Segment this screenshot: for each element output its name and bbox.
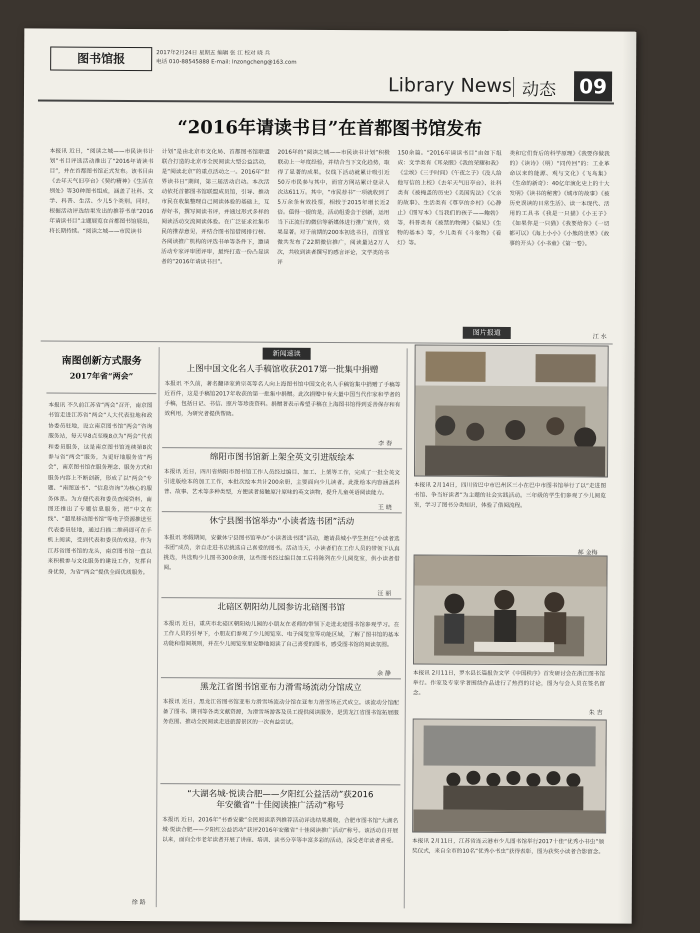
issue-line-2: 电话 010-88545888 E-mail: lnzongcheng@163.com <box>156 59 297 66</box>
story-rule-5 <box>160 783 400 785</box>
lead-story-col-1: 本报讯 近日，“阅读之城——市民读书计划”书目评选活动推出了“2016年请读书目”，并在首都图书馆正式发布。该书目由《去年天气旧亭台》《契约精神》《生活在别处》等30种图书组成，涵盖了社科、文学、科普、生活、少儿5个类别。同时，根据活动评选结果发出的推荐书单“2016年请读书目”主题展览在首都图书馆展出，将长期持续。“阅读之城——市民读书 <box>49 148 154 236</box>
section-rule <box>41 340 613 344</box>
story-4-body: 本报讯 近日，重庆市北碚区朝阳幼儿园的小朋友在老师的带领下走进北碚图书馆参观学习。在工作人员的引导下，小朋友们参观了少儿阅览室、电子阅览室等功能区域，了解了图书馆的基本功能和借阅规则，并在少儿阅览室里安静地阅读了自己喜爱的图书，感受图书馆的阅读氛围。 <box>163 621 400 649</box>
lead-story-col-4: 150余篇。“2016年请读书目”由如下组成：文学类有《耳朵眼》《我的荣耀和我》《尘埃》《三手时间》《午夜之子》《没人给他写信的上校》《去年天气旧亭台》、社科类有《被掩盖的历史》《美国宪法》《父亲的故事》、生活类有《尊享的乡村》《心静止》《图写本》《当我们的孩子——鲍勃》等，科普类有《被禁的物理》《偏见》《生物的基本》等，少儿类有《斗象物》《看灯》等。 <box>397 150 502 247</box>
left-story-title-line-1: 南图创新方式服务 <box>61 355 142 368</box>
story-4-author: 余 静 <box>376 670 391 678</box>
story-2-title: 绵阳市图书馆新上架全英文引进版绘本 <box>209 452 355 464</box>
right-column-rule <box>404 348 408 908</box>
left-title-rule <box>46 393 156 395</box>
news-section-tag: 新闻速读 <box>263 348 311 360</box>
newspaper-logo: 图书馆报 <box>50 47 152 72</box>
left-column-rule <box>156 347 160 907</box>
photo-1-author: 郝 金梅 <box>577 549 598 557</box>
story-3-author: 汪 丽 <box>377 590 392 598</box>
story-5-body: 本报讯 近日，黑龙江省图书馆亚布力滑雪场流动分馆在亚布力滑雪场正式成立。该流动分馆配备了图书、期刊等各类文献资源，为滑雪场游客及员工提供阅读服务，是黑龙江省图书馆拓展服务范围、推动全民阅读走进旅游景区的一次有益尝试。 <box>162 699 399 726</box>
lead-story-col-3: 2016年的“阅读之城——市民读书计划”积极联动上一年度经验，并结合当下文化趋势，取得了显著的成果。仅线下活动就累计吸引近50万市民参与其中，而官方网站累计登录人次达611万。其中，“市民荐书”一项就收到了5万余条有效投票，相较于2015年增长近2倍。值得一提的是，活动组委会于创新，运用当下正流行的微信等新媒体进行推广宣传，效果显著。对于前期的200本初选书目，首图官微共发布了22期微信推广，阅读量达2万人次，共收到读者撰写的感言评论，文学类的书评 <box>277 149 390 266</box>
newspaper-page <box>20 28 637 923</box>
story-2-body: 本报讯 近日，四川省绵阳市图书馆工作人员经过编目、加工、上架等工作，完成了一批全英文引进版绘本的加工工作，本批次绘本共计200余册，主要面向少儿读者。此批绘本内容涵盖科普、故事、艺术等多种类型，方便读者接触原汁原味的英文读物，提升儿童英语阅读能力。 <box>163 469 401 497</box>
photo-2-caption: 本报讯 2月11日，罗水县长篇报告文学《中国秩序》首发研讨会在浙江图书馆举行。作家及专家学者围绕作品进行了热烈的讨论，图为与会人员在签名留念。 <box>412 670 605 697</box>
paper-shadow <box>618 32 637 924</box>
section-divider <box>513 77 514 97</box>
lead-story-col-2: 计划”是由北京市文化局、首都图书馆联盟联合打造的北京市全民阅读大型公益活动，是“阅读北京”的重点活动之一。2016年“世界读书日”期间，第三届活动启动。本次活动依托首都图书馆联盟成员馆，引导、推动市民在收集整理自己阅读体验的基础上，互荐好书，撰写阅读书评，并通过形式多样的阅读活动交流阅读体验。在广泛征求社集市民的推荐意见，并结合图书馆借阅排行榜、各阅读推广机构的评选书单等条件下，邀请活动专家评审团评审，最终打造一份凸显读者的“2016年请读书目”。 <box>161 149 270 266</box>
story-6-body: 本报讯 近日，2016年“书香安徽”全民阅读系列推荐活动评选结果揭晓，合肥市图书馆“大湖名城·悦读合肥——夕阳红公益活动”获评2016年安徽省“十佳阅读推广活动”称号。该活动自开展以来，面向全市老年读者开展了讲座、培训、读书分享等丰富多彩的活动，深受老年读者喜爱。 <box>162 817 399 845</box>
story-3-title: 休宁县图书馆举办“小读者选书团”活动 <box>209 516 355 528</box>
story-rule-2 <box>162 511 402 513</box>
masthead-rule <box>38 99 614 104</box>
lead-story-author: 江 水 <box>592 333 607 341</box>
photo-book-signing <box>413 554 608 665</box>
photo-library-students <box>414 344 609 477</box>
page-number: 09 <box>574 71 612 101</box>
section-title-zh: 动态 <box>521 80 557 101</box>
story-4-title: 北碚区朝阳幼儿园参访北碚图书馆 <box>217 602 346 614</box>
left-story-author: 徐 路 <box>131 898 146 907</box>
story-6-title <box>160 789 400 812</box>
issue-line-1: 2017年2月24日 星期五 编辑 张 江 校对 晓 兵 <box>156 50 270 57</box>
section-title-en: Library News <box>387 74 512 97</box>
left-story-body: 本报讯 不久前江苏省“两会”召开，南京图书馆走进江苏省“两会”人大代表驻地和政协委员驻地，设立南京图书馆“两会”咨询服务站，每天早8点至晚8点为“两会”代表和委员服务，这是南京图书馆连续第8次参与省“两会”服务，为更好地服务省“两会”，南京图书馆在服务理念、服务方式和服务内容上不断创新，形成了以“两会”专题、“南图送书”、“信息咨询”为核心的服务体系。为方便代表和委员查阅资料，南图还推出了专题信息服务，把“中文在线”、“超星移动图书馆”等电子资源推送至代表委员驻地，通过扫描二维码即可在手机上阅读，受到代表和委员的欢迎。作为江苏省图书馆的龙头，南京图书馆一直以来积极参与文化服务的建设工作，发挥自身优势，为省“两会”提供全面优质服务。 <box>47 402 153 576</box>
photo-group-award <box>412 718 607 833</box>
story-1-author: 李 春 <box>378 440 393 448</box>
left-story-title <box>48 354 154 385</box>
story-rule-1 <box>162 447 402 449</box>
photo-2-author: 朱 吉 <box>588 709 603 717</box>
photo-3-caption: 本报讯 2月11日，江苏省连云港市少儿图书馆举行2017十佳“优秀小书虫”颁奖仪式，来自全市的10名“优秀小书虫”获得表彰，图为获奖小读者合影留念。 <box>412 838 605 856</box>
left-story-title-line-2: 2017年省“两会” <box>69 370 134 381</box>
story-6-title-line-2: 年安徽省“十佳阅读推广活动”称号 <box>216 800 345 812</box>
story-2-author: 王 晓 <box>377 504 392 512</box>
masthead <box>38 46 622 101</box>
issue-info <box>156 49 297 68</box>
main-headline: “2016年请读书目”在首都图书馆发布 <box>177 117 483 140</box>
lead-story-col-5: 类和它们背后的科学原理》《我要你做我的》《读诗》（明）“同传回”的：工业革命以来的能源、观与文化》《飞鸟集》《生命的新奇》：40亿年演化史上的十大发明》《读书的秘密》《城市的故事》《被历史误读的日常生活》、读一本现代、活用的工具书《我是一只猫》《小王子》《如果你是一只猫》《我要给你》《一切都可以》《海上小小》《小熊的世界》《故事的开头》《小书童》《第一卷》。 <box>509 150 610 248</box>
story-rule-4 <box>161 677 401 679</box>
story-1-body: 本报讯 不久前，著名翻译家黄宗英等名人向上海图书馆中国文化名人手稿馆集中捐赠了手稿等近百件，这是手稿馆2017年收获的第一批集中捐赠。此次捐赠中有大量中国当代作家和学者的手稿，包括日记、书信、照片等珍贵资料。捐赠者表示希望手稿在上海图书馆得到妥善保存和有效利用，为研究者提供帮助。 <box>164 381 401 418</box>
story-1-title: 上图中国文化名人手稿馆收获2017第一批集中捐赠 <box>186 364 379 376</box>
story-3-body: 本报讯 寒假期间，安徽休宁县图书馆举办“小读者选书团”活动，邀请县城小学生担任“小读者选书团”成员，亲自走进书店挑选自己喜爱的图书。活动当天，小读者们在工作人员的带领下认真挑选，共选购少儿图书300余册，这些图书经过编目加工后将陈列在少儿阅览室，供小读者借阅。 <box>163 535 400 572</box>
story-5-title: 黑龙江省图书馆亚布力滑雪场流动分馆成立 <box>200 682 362 694</box>
photo-1-caption: 本报讯 2月14日，四川省巴中市巴州区三小在巴中市图书馆举行了以“走进图书馆、争当好读者”为主题的社会实践活动。三年级的学生们参观了少儿阅览室，学习了图书分类知识，体验了借阅流程。 <box>413 482 606 510</box>
story-rule-3 <box>161 597 401 599</box>
photo-section-tag: 图片报道 <box>463 327 511 339</box>
story-6-title-line-1: “大湖名城·悦读合肥——夕阳红公益活动”获2016 <box>187 789 374 801</box>
